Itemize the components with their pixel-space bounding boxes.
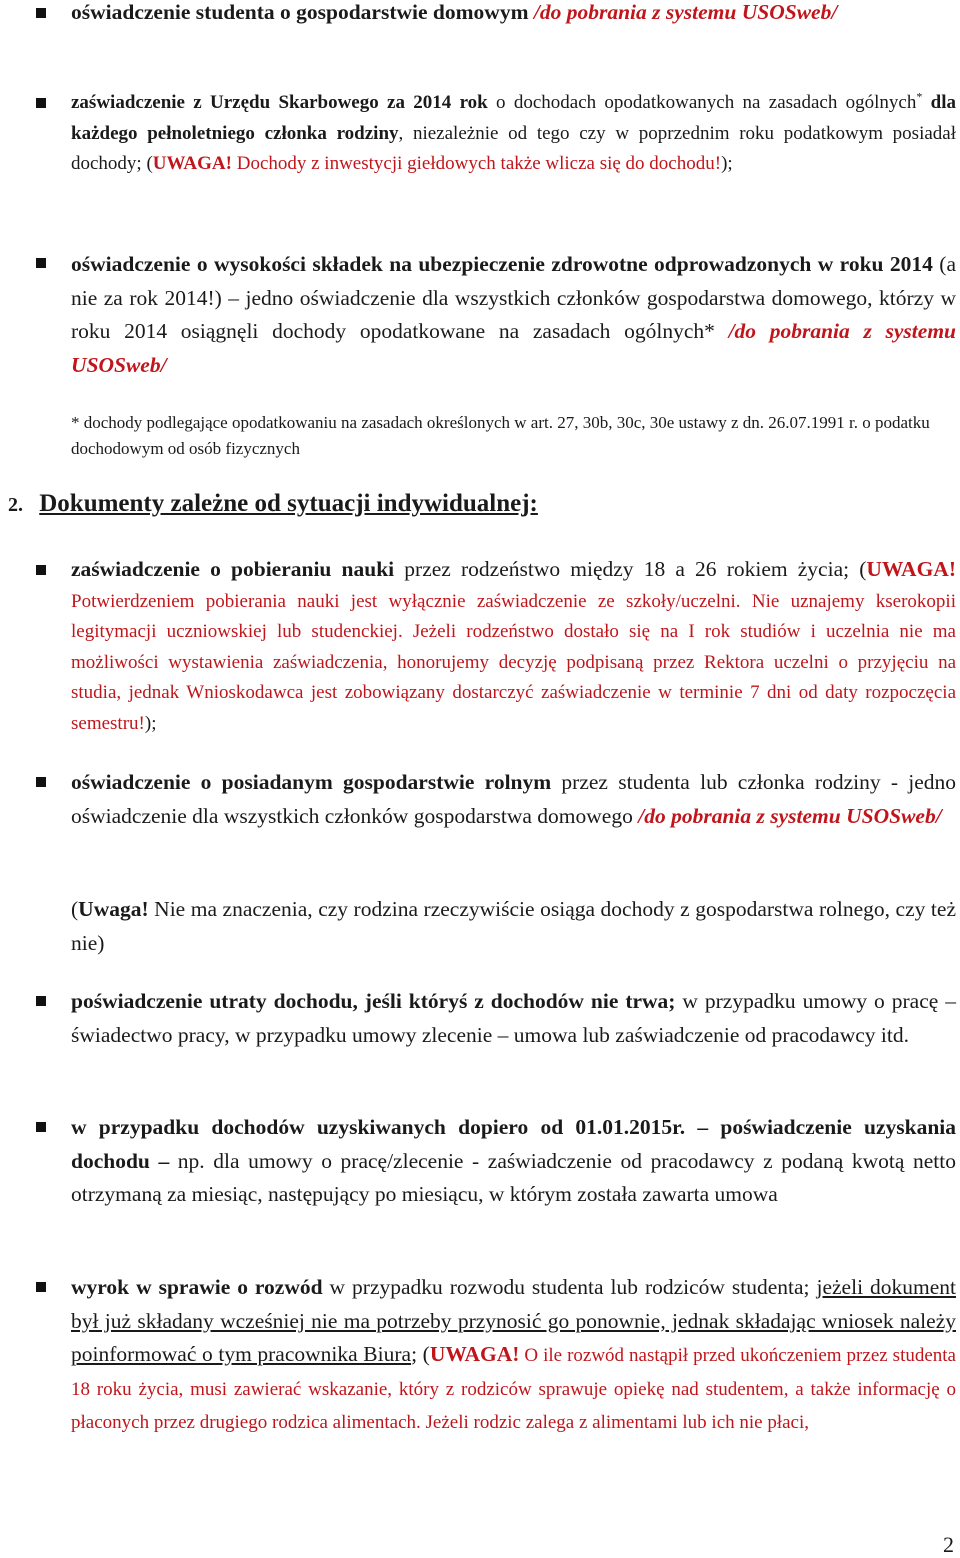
item-emphasis: dla każdego pełnoletniego członka rodziny (71, 92, 956, 144)
download-link[interactable]: /do pobrania z systemu USOSweb/ (71, 319, 956, 377)
note-label: Uwaga! (78, 897, 149, 921)
list-item (71, 88, 956, 180)
list-item (71, 0, 956, 30)
item-text: przez rodzeństwo między 18 a 26 rokiem życia; ( (394, 557, 867, 581)
bullet-icon (36, 98, 46, 108)
item-lead: oświadczenie studenta o gospodarstwie domowym (71, 0, 529, 24)
note-text: Nie ma znaczenia, czy rodzina rzeczywiście osiąga dochody z gospodarstwa rolnego, czy też nie) (71, 897, 956, 955)
item-text: w przypadku umowy o pracę – świadectwo pracy, w przypadku umowy zlecenie – umowa lub zaświadczenie od pracodawcy itd. (71, 989, 956, 1047)
download-link[interactable]: /do pobrania z systemu USOSweb/ (638, 803, 942, 828)
item-text: ); (144, 712, 157, 734)
item-text: , niezależnie od tego czy w poprzednim roku podatkowym posiadał dochody; ( (71, 122, 956, 174)
bullet-icon (36, 1282, 46, 1292)
section-heading (8, 490, 538, 518)
bullet-icon (36, 8, 46, 18)
item-lead: poświadczenie utraty dochodu, jeśli któryś z dochodów nie trwa; (71, 989, 676, 1013)
page-number: 2 (943, 1532, 954, 1557)
item-text: o dochodach opodatkowanych na zasadach ogólnych (487, 92, 917, 113)
item-text: w przypadku rozwodu studenta lub rodziców studenta; (322, 1275, 817, 1299)
footnote-marker: * (916, 89, 923, 104)
section-title: Dokumenty zależne od sytuacji indywidualnej: (39, 490, 538, 517)
list-item (71, 248, 956, 382)
list-item (71, 985, 956, 1052)
item-text: ); (721, 153, 733, 174)
list-item (71, 1111, 956, 1212)
list-item (71, 1271, 956, 1439)
item-lead: w przypadku dochodów uzyskiwanych dopiero od 01.01.2015r. – poświadczenie uzyskania dochodu – (71, 1115, 956, 1173)
warning-label: UWAGA! (429, 1342, 520, 1366)
item-lead: oświadczenie o posiadanym gospodarstwie rolnym (71, 770, 552, 794)
bullet-icon (36, 996, 46, 1006)
bullet-icon (36, 1122, 46, 1132)
download-link[interactable]: /do pobrania z systemu USOSweb/ (533, 0, 838, 24)
note-paragraph (71, 893, 956, 960)
item-text: np. dla umowy o pracę/zlecenie - zaświadczenie od pracodawcy z podaną kwotą netto otrzymaną za miesiąc, następujący po miesiącu, w którym została zawarta umowa (71, 1148, 956, 1206)
footnote: * dochody podlegające opodatkowaniu na zasadach określonych w art. 27, 30b, 30c, 30e ustawy z dn. 26.07.1991 r. o podatku dochodowym od osób fizycznych (71, 413, 930, 458)
warning-label: UWAGA! (866, 557, 956, 581)
warning-text: Potwierdzeniem pobierania nauki jest wyłącznie zaświadczenie ze szkoły/uczelni. Nie uznajemy kserokopii legitymacji uczniowskiej lub studenckiej. Jeżeli rodzeństwo dostało się na I rok studiów i uczelnia nie ma możliwości wystawienia zaświadczenia, honorujemy decyzję podpisaną przez Rektora uczelni o przyjęciu na studia, jednak Wnioskodawca jest zobowiązany dostarczyć zaświadczenie w terminie 7 dni od daty rozpoczęcia semestru! (71, 590, 956, 734)
list-item (71, 766, 956, 833)
item-lead: zaświadczenie o pobieraniu nauki (71, 557, 395, 581)
item-text: przez studenta lub członka rodziny - jedno oświadczenie dla wszystkich członków gospodarstwa domowego (71, 770, 956, 828)
item-text: (a nie za rok 2014!) – jedno oświadczenie dla wszystkich członków gospodarstwa domowego, którzy w roku 2014 osiągnęli dochody opodatkowane na zasadach ogólnych* (71, 252, 957, 343)
warning-text: Dochody z inwestycji giełdowych także wlicza się do dochodu! (231, 153, 722, 174)
item-lead: wyrok w sprawie o rozwód (71, 1275, 323, 1299)
item-lead: oświadczenie o wysokości składek na ubezpieczenie zdrowotne odprowadzonych w roku 2014 (71, 252, 933, 276)
list-item (71, 554, 956, 739)
bullet-icon (36, 258, 46, 268)
item-text: ; ( (411, 1342, 430, 1366)
section-number: 2. (8, 494, 23, 516)
warning-text: O ile rozwód nastąpił przed ukończeniem przez studenta 18 roku życia, musi zawierać wskazanie, który z rodziców sprawuje opiekę nad studentem, a także informację o płaconych przez drugiego rodzica alimentach. Jeżeli rodzic zalega z alimentami lub ich nie płaci, (71, 1345, 956, 1433)
bullet-icon (36, 565, 46, 575)
item-lead: zaświadczenie z Urzędu Skarbowego za 2014 rok (71, 92, 488, 113)
bullet-icon (36, 777, 46, 787)
warning-label: UWAGA! (152, 153, 232, 174)
note-text: ( (71, 897, 79, 921)
underlined-text: jeżeli dokument był już składany wcześniej nie ma potrzeby przynosić go ponownie, jednak składając wniosek należy poinformować o tym pracownika Biura (71, 1275, 956, 1366)
